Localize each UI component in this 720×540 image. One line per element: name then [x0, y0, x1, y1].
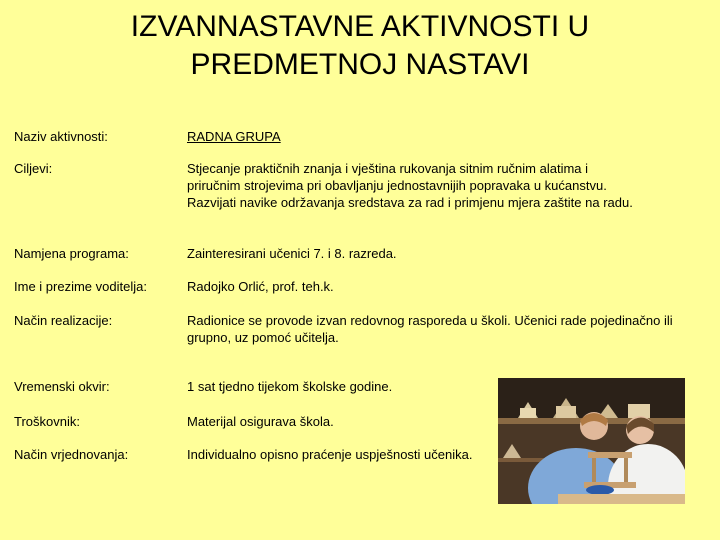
value-evaluation: Individualno opisno praćenje uspješnosti učenika.	[187, 447, 473, 462]
title-line-1: IZVANNASTAVNE AKTIVNOSTI U	[130, 10, 590, 43]
value-time-frame: 1 sat tjedno tijekom školske godine.	[187, 379, 393, 394]
value-costs: Materijal osigurava škola.	[187, 414, 334, 429]
value-realization	[187, 312, 715, 346]
goals-line-2: priručnim strojevima pri obavljanju jednostavnijih popravaka u kućanstvu.	[187, 178, 607, 193]
photo-illustration	[498, 378, 685, 504]
title-line-2: PREDMETNOJ NASTAVI	[190, 48, 530, 81]
value-leader: Radojko Orlić, prof. teh.k.	[187, 279, 334, 294]
realization-line-1: Radionice se provode izvan redovnog rasporeda u školi. Učenici rade pojedinačno ili	[187, 313, 673, 328]
goals-line-1: Stjecanje praktičnih znanja i vještina rukovanja sitnim ručnim alatima i	[187, 161, 589, 176]
label-goals: Ciljevi:	[14, 161, 53, 176]
goals-line-3: Razvijati navike održavanja sredstava za rad i primjenu mjera zaštite na radu.	[187, 195, 633, 210]
realization-line-2: grupno, uz pomoć učitelja.	[187, 330, 339, 345]
value-goals	[187, 160, 715, 211]
label-purpose: Namjena programa:	[14, 246, 129, 261]
page-title	[0, 8, 720, 84]
value-purpose: Zainteresirani učenici 7. i 8. razreda.	[187, 246, 397, 261]
label-time-frame: Vremenski okvir:	[14, 379, 110, 394]
label-realization: Način realizacije:	[14, 313, 113, 328]
label-activity-name: Naziv aktivnosti:	[14, 129, 108, 144]
label-evaluation: Način vrjednovanja:	[14, 447, 129, 462]
label-costs: Troškovnik:	[14, 414, 80, 429]
label-leader: Ime i prezime voditelja:	[14, 279, 147, 294]
students-woodwork-photo	[498, 378, 685, 504]
value-activity-name: RADNA GRUPA	[187, 129, 281, 144]
